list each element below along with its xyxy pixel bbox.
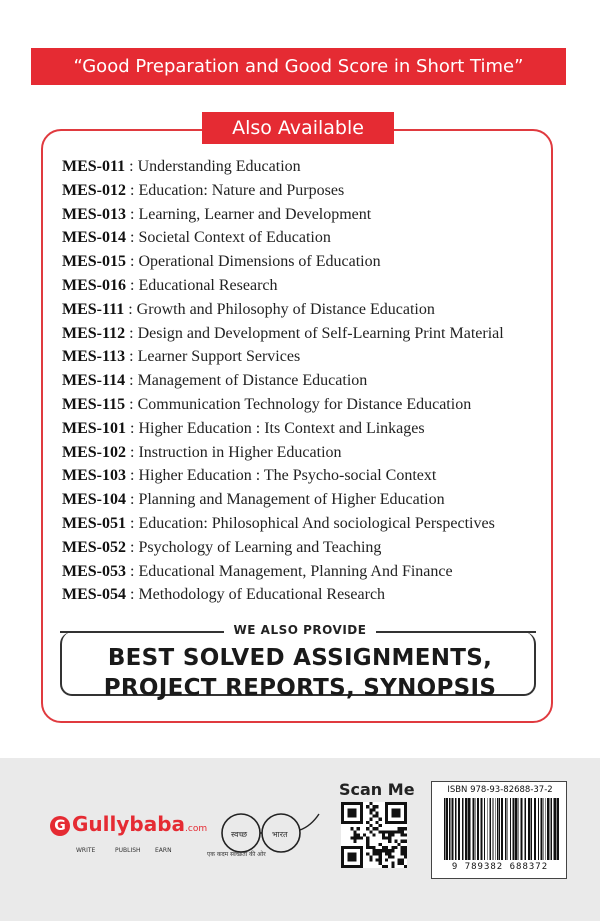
tagline-publish: PUBLISH [115, 847, 141, 854]
course-code: MES-052 [62, 538, 126, 556]
course-item [62, 441, 504, 465]
course-item [62, 512, 504, 536]
course-title: : Understanding Education [129, 158, 301, 175]
course-item [62, 179, 504, 203]
course-item [62, 250, 504, 274]
course-title: : Growth and Philosophy of Distance Education [128, 300, 435, 318]
gullybaba-logo [50, 812, 207, 836]
course-item [62, 345, 504, 369]
course-title: : Societal Context of Education [130, 229, 331, 247]
course-title: : Instruction in Higher Education [130, 443, 342, 461]
course-item [62, 322, 504, 346]
course-code: MES-104 [62, 491, 126, 509]
course-code: MES-103 [62, 467, 126, 485]
course-code: MES-011 [62, 158, 126, 175]
provide-line-2: PROJECT REPORTS, SYNOPSIS [103, 675, 497, 701]
course-code: MES-053 [62, 562, 126, 580]
swachh-right-text: भारत [272, 830, 288, 839]
course-code: MES-112 [62, 324, 126, 342]
course-item [62, 393, 504, 417]
course-item [62, 536, 504, 560]
course-code: MES-051 [62, 514, 126, 532]
course-code: MES-102 [62, 443, 126, 461]
course-item [62, 155, 504, 179]
course-code: MES-014 [62, 229, 126, 247]
course-title: : Methodology of Educational Research [130, 586, 386, 604]
brand-name: Gullybaba [72, 812, 186, 836]
top-banner [31, 48, 566, 85]
provide-line-1: BEST SOLVED ASSIGNMENTS, [107, 645, 493, 671]
course-item [62, 417, 504, 441]
course-item [62, 464, 504, 488]
barcode [442, 798, 560, 860]
swachh-left-text: स्वच्छ [231, 830, 248, 839]
course-item [62, 226, 504, 250]
g-logo-icon: G [50, 816, 70, 836]
course-title: : Education: Nature and Purposes [130, 181, 345, 199]
course-title: : Communication Technology for Distance Education [129, 395, 472, 413]
course-title: : Psychology of Learning and Teaching [130, 538, 382, 556]
course-item [62, 369, 504, 393]
tagline-earn: EARN [155, 847, 172, 854]
brand-suffix: .com [185, 824, 208, 834]
isbn-text: ISBN 978-93-82688-37-2 [447, 785, 553, 795]
course-code: MES-101 [62, 419, 126, 437]
course-title: : Higher Education : The Psycho-social Context [130, 467, 437, 485]
also-available-label: Also Available [232, 117, 364, 139]
course-code: MES-111 [62, 300, 125, 318]
course-list [62, 155, 504, 607]
course-item [62, 488, 504, 512]
course-code: MES-013 [62, 205, 126, 223]
course-code: MES-015 [62, 253, 126, 271]
course-title: : Higher Education : Its Context and Linkages [130, 419, 425, 437]
course-code: MES-113 [62, 348, 126, 366]
course-code: MES-054 [62, 586, 126, 604]
qr-code[interactable] [341, 802, 407, 868]
provide-heading-text: WE ALSO PROVIDE [224, 623, 377, 637]
course-code: MES-012 [62, 181, 126, 199]
course-title: : Planning and Management of Higher Education [130, 491, 445, 509]
barcode-number: 9 789382 688372 [451, 862, 549, 872]
provide-heading [0, 621, 600, 639]
course-item [62, 583, 504, 607]
course-item [62, 298, 504, 322]
tagline-write: WRITE [76, 847, 96, 854]
course-title: : Design and Development of Self-Learning Print Material [129, 324, 504, 342]
course-title: : Management of Distance Education [129, 372, 368, 390]
also-available-tag [202, 112, 394, 144]
course-title: : Learner Support Services [129, 348, 301, 366]
course-code: MES-115 [62, 395, 126, 413]
scan-me-label: Scan Me [339, 780, 415, 799]
course-title: : Educational Management, Planning And Finance [130, 562, 453, 580]
course-code: MES-114 [62, 372, 126, 390]
course-title: : Educational Research [130, 276, 278, 294]
course-item [62, 203, 504, 227]
course-title: : Education: Philosophical And sociological Perspectives [130, 514, 495, 532]
banner-text: “Good Preparation and Good Score in Short Time” [73, 56, 524, 77]
swachh-slogan: एक कदम स्वच्छता की ओर [207, 851, 266, 858]
course-item [62, 560, 504, 584]
course-code: MES-016 [62, 276, 126, 294]
course-item [62, 274, 504, 298]
course-title: : Operational Dimensions of Education [130, 253, 381, 271]
isbn-barcode-box [431, 781, 567, 879]
course-title: : Learning, Learner and Development [130, 205, 372, 223]
